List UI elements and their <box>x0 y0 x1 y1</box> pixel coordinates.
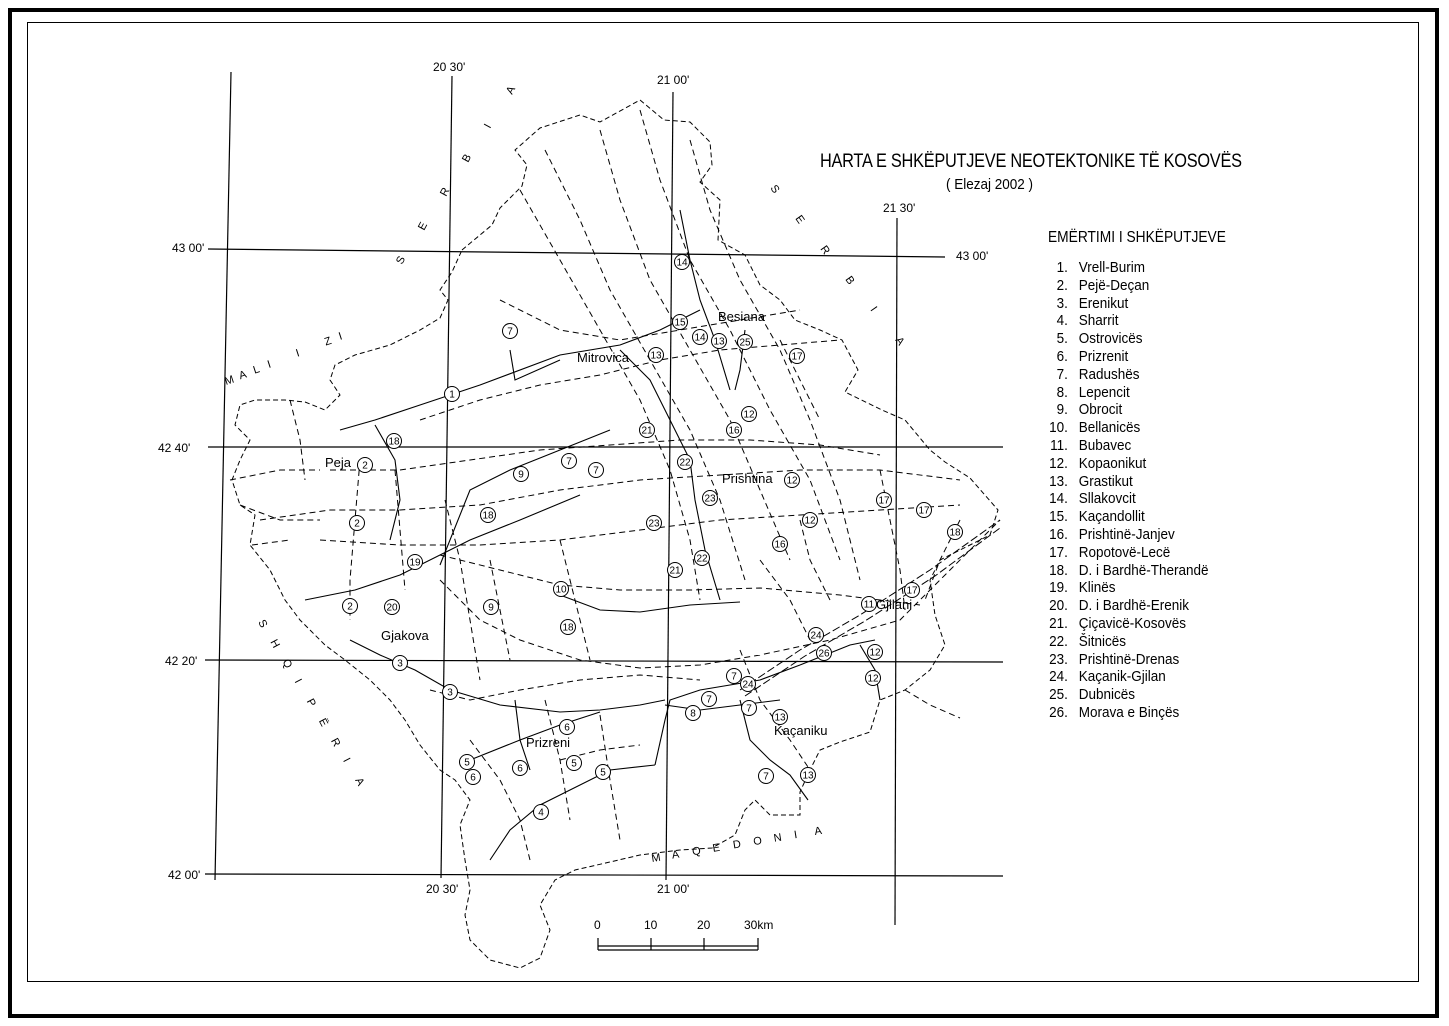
legend-item <box>1040 562 1209 580</box>
legend-number: 16. <box>1049 525 1068 543</box>
meridian-21-30 <box>895 218 897 925</box>
parallel-42-20 <box>205 660 1003 662</box>
shqiperia-label-letter: A <box>352 775 367 788</box>
serbia-east-label-letter: R <box>817 243 832 258</box>
legend-name: Çiçavicë-Kosovës <box>1078 614 1186 632</box>
fault-marker-number: 12 <box>743 409 755 421</box>
fault-marker <box>917 503 932 518</box>
fault-line <box>600 130 790 560</box>
fault-marker-number: 13 <box>713 336 725 348</box>
legend-item <box>1040 330 1209 348</box>
legend-item <box>1040 401 1209 419</box>
fault-marker <box>562 454 577 469</box>
fault-marker <box>727 669 742 684</box>
fault-marker-number: 8 <box>690 708 696 720</box>
legend-number: 1. <box>1056 259 1068 276</box>
lon-label-21-00-top: 21 00' <box>657 73 690 87</box>
fault-line <box>230 470 320 480</box>
fault-marker <box>712 334 727 349</box>
fault-marker <box>785 473 800 488</box>
legend-title: EMËRTIMI I SHKËPUTJEVE <box>1048 229 1226 246</box>
fault-marker-number: 5 <box>600 767 606 779</box>
fault-marker <box>742 701 757 716</box>
meridian-21-00 <box>666 92 673 880</box>
fault-marker <box>703 491 718 506</box>
legend-item <box>1040 437 1209 455</box>
serbia-east-label-letter: E <box>792 213 807 227</box>
fault-marker-number: 10 <box>555 584 567 596</box>
fault-marker-number: 5 <box>464 757 470 769</box>
fault-marker <box>801 768 816 783</box>
legend-number: 4. <box>1056 312 1068 330</box>
parallel-42-00 <box>205 874 1003 876</box>
fault-marker-number: 18 <box>482 510 494 522</box>
fault-marker-number: 7 <box>593 465 599 477</box>
fault-line <box>545 150 745 580</box>
fault-marker-number: 18 <box>388 436 400 448</box>
fault-marker-number: 25 <box>739 337 751 349</box>
fault-marker-number: 16 <box>774 539 786 551</box>
legend-name: Radushës <box>1078 365 1140 383</box>
mali-i-zi-label-letter: Z <box>322 334 334 349</box>
fault-marker <box>668 563 683 578</box>
mali-i-zi-label-letter: I <box>265 358 273 371</box>
legend-number: 9. <box>1056 401 1068 419</box>
mali-i-zi-label-letter: I <box>337 330 344 343</box>
fault-line <box>800 520 830 600</box>
legend-item <box>1040 455 1209 473</box>
lat-label-43-00-right: 43 00' <box>956 249 989 263</box>
fault-marker-number: 17 <box>791 351 803 363</box>
legend-name: Klinës <box>1078 579 1116 597</box>
maqedonia-label-letter: N <box>772 831 783 845</box>
fault-line <box>665 700 780 710</box>
fault-marker-number: 7 <box>507 326 513 338</box>
fault-marker-number: 13 <box>802 770 814 782</box>
shqiperia-label-letter: Q <box>279 657 295 671</box>
fault-marker-number: 2 <box>347 601 353 613</box>
city-besiana: Besiana <box>718 309 765 324</box>
fault-marker-number: 7 <box>566 456 572 468</box>
fault-line <box>305 495 580 600</box>
fault-marker <box>443 685 458 700</box>
fault-marker <box>358 458 373 473</box>
lon-label-20-30-top: 20 30' <box>433 60 466 74</box>
fault-marker <box>803 513 818 528</box>
city-kacaniku: Kaçaniku <box>774 723 828 738</box>
legend-name: D. i Bardhë-Erenik <box>1078 597 1190 615</box>
fault-marker-number: 18 <box>562 622 574 634</box>
fault-line <box>350 460 360 620</box>
fault-marker-number: 3 <box>447 687 453 699</box>
fault-marker-number: 19 <box>409 557 421 569</box>
serbia-west-label-letter: B <box>460 152 475 165</box>
fault-marker-number: 21 <box>669 565 681 577</box>
fault-marker <box>675 255 690 270</box>
legend-name: Bubavec <box>1078 436 1132 454</box>
serbia-east-label-letter: I <box>867 304 880 314</box>
fault-marker-number: 2 <box>354 518 360 530</box>
fault-line <box>395 470 405 590</box>
legend-name: Prizrenit <box>1078 347 1129 365</box>
city-gjilani: Gjilani <box>876 597 913 612</box>
legend-name: Prishtinë-Janjev <box>1078 525 1175 543</box>
legend <box>1040 259 1227 722</box>
fault-line <box>350 640 665 712</box>
legend-number: 23. <box>1049 650 1068 668</box>
fault-line <box>905 690 960 718</box>
lat-label-43-00-left: 43 00' <box>172 241 205 255</box>
legend-name: Prishtinë-Drenas <box>1078 650 1180 668</box>
serbia-east-label-letter: S <box>767 182 782 196</box>
fault-marker-number: 2 <box>362 460 368 472</box>
serbia-east-label-letter: A <box>892 334 907 348</box>
maqedonia-label-letter: E <box>711 841 721 855</box>
fault-marker <box>948 525 963 540</box>
legend-number: 3. <box>1056 294 1068 312</box>
city-gjakova: Gjakova <box>381 628 429 643</box>
fault-marker-number: 20 <box>386 602 398 614</box>
legend-number: 14. <box>1049 490 1068 508</box>
fault-marker-number: 22 <box>679 457 691 469</box>
fault-line <box>252 540 290 545</box>
shqiperia-label-letter: Ë <box>315 716 331 729</box>
fault-marker-number: 12 <box>867 673 879 685</box>
legend-item <box>1040 526 1209 544</box>
fault-marker-number: 5 <box>571 758 577 770</box>
fault-marker <box>673 315 688 330</box>
legend-number: 19. <box>1049 579 1068 597</box>
fault-marker <box>408 555 423 570</box>
legend-name: Pejë-Deçan <box>1078 276 1150 294</box>
fault-marker-number: 23 <box>648 518 660 530</box>
legend-name: Erenikut <box>1078 294 1129 312</box>
fault-marker <box>702 692 717 707</box>
fault-marker-number: 14 <box>676 257 688 269</box>
serbia-west-label-letter: A <box>504 84 519 97</box>
fault-marker-number: 23 <box>704 493 716 505</box>
lon-label-20-30-bottom: 20 30' <box>426 882 459 896</box>
fault-marker <box>905 583 920 598</box>
scale-bar <box>598 938 758 950</box>
shqiperia-label-letter: I <box>291 677 304 686</box>
fault-marker-number: 12 <box>804 515 816 527</box>
map-title: HARTA E SHKËPUTJEVE NEOTEKTONIKE TË KOSOVËS <box>820 151 1242 172</box>
legend-name: Dubnicës <box>1078 686 1135 704</box>
legend-item <box>1040 473 1209 491</box>
fault-marker <box>647 516 662 531</box>
fault-marker <box>503 324 518 339</box>
legend-number: 12. <box>1049 454 1068 472</box>
fault-marker <box>387 434 402 449</box>
fault-marker <box>484 600 499 615</box>
fault-line <box>690 140 860 580</box>
legend-number: 25. <box>1049 686 1068 704</box>
shqiperia-label-letter: R <box>328 736 343 749</box>
fault-line <box>560 595 740 612</box>
legend-name: Grastikut <box>1078 472 1133 490</box>
shqiperia-label-letter: S <box>255 617 270 630</box>
scale-label-20: 20 <box>697 918 711 932</box>
fault-marker-number: 7 <box>746 703 752 715</box>
fault-marker <box>514 467 529 482</box>
fault-marker <box>693 330 708 345</box>
legend-item <box>1040 366 1209 384</box>
fault-line <box>470 740 530 860</box>
mali-i-zi-label-letter: A <box>237 368 249 383</box>
city-prishtina: Prishtina <box>722 471 773 486</box>
parallel-43-00 <box>208 249 945 257</box>
legend-name: Sllakovcit <box>1078 490 1136 508</box>
legend-item <box>1040 579 1209 597</box>
legend-item <box>1040 490 1209 508</box>
fault-line <box>680 210 730 390</box>
lat-label-42-00: 42 00' <box>168 868 201 882</box>
legend-name: Morava e Binçës <box>1078 703 1180 721</box>
legend-item <box>1040 312 1209 330</box>
legend-name: Vrell-Burim <box>1078 259 1145 276</box>
country-boundary <box>232 100 998 968</box>
fault-marker <box>640 423 655 438</box>
fault-marker <box>596 765 611 780</box>
fault-marker <box>686 706 701 721</box>
fault-marker-number: 17 <box>906 585 918 597</box>
legend-number: 21. <box>1049 614 1068 632</box>
legend-item <box>1040 384 1209 402</box>
legend-number: 24. <box>1049 668 1068 686</box>
legend-name: D. i Bardhë-Therandë <box>1078 561 1209 579</box>
legend-item <box>1040 295 1209 313</box>
legend-number: 8. <box>1056 383 1068 401</box>
shqiperia-label-letter: I <box>340 756 353 765</box>
fault-marker <box>481 508 496 523</box>
city-labels <box>322 309 913 750</box>
fault-marker <box>678 455 693 470</box>
legend-number: 26. <box>1049 703 1068 721</box>
maqedonia-label-letter: A <box>813 824 823 838</box>
fault-marker <box>445 387 460 402</box>
fault-marker-number: 6 <box>470 772 476 784</box>
fault-marker <box>862 597 877 612</box>
fault-marker <box>561 620 576 635</box>
lon-label-21-00-bottom: 21 00' <box>657 882 690 896</box>
fault-marker <box>773 537 788 552</box>
scale-label-0: 0 <box>594 918 601 932</box>
lat-label-42-20: 42 20' <box>165 654 198 668</box>
fault-marker <box>809 628 824 643</box>
fault-line <box>260 470 960 520</box>
legend-number: 2. <box>1056 276 1068 294</box>
legend-item <box>1040 633 1209 651</box>
fault-marker-number: 13 <box>774 712 786 724</box>
solid-faults <box>305 210 880 860</box>
maqedonia-label-letter: I <box>793 829 799 842</box>
legend-item <box>1040 704 1209 722</box>
shqiperia-label-letter: P <box>303 696 318 709</box>
fault-marker <box>554 582 569 597</box>
fault-marker-number: 7 <box>706 694 712 706</box>
serbia-west-label-letter: E <box>416 220 431 233</box>
fault-marker-number: 11 <box>863 599 875 611</box>
legend-item <box>1040 419 1209 437</box>
fault-marker <box>385 600 400 615</box>
fault-marker-number: 16 <box>728 425 740 437</box>
legend-number: 17. <box>1049 543 1068 561</box>
legend-item <box>1040 348 1209 366</box>
fault-marker-number: 4 <box>538 807 544 819</box>
lon-label-21-30: 21 30' <box>883 201 916 215</box>
fault-line <box>545 700 570 820</box>
fault-line <box>560 540 590 660</box>
legend-number: 10. <box>1049 419 1068 437</box>
legend-name: Sharrit <box>1078 312 1119 330</box>
fault-marker-number: 24 <box>810 630 822 642</box>
fault-line <box>440 555 920 605</box>
serbia-west-label-letter: S <box>394 254 409 267</box>
fault-marker <box>877 493 892 508</box>
legend-item <box>1040 615 1209 633</box>
legend-item <box>1040 544 1209 562</box>
legend-number: 22. <box>1049 632 1068 650</box>
fault-marker-number: 9 <box>488 602 494 614</box>
fault-marker-number: 6 <box>517 763 523 775</box>
legend-name: Lepencit <box>1078 383 1130 401</box>
legend-item <box>1040 259 1209 277</box>
fault-marker-number: 17 <box>878 495 890 507</box>
legend-item <box>1040 686 1209 704</box>
fault-line <box>510 350 560 380</box>
fault-line <box>290 400 305 480</box>
maqedonia-label-letter: D <box>732 838 742 852</box>
fault-marker-number: 22 <box>696 553 708 565</box>
fault-marker-number: 13 <box>650 350 662 362</box>
legend-name: Ostrovicës <box>1078 330 1143 348</box>
fault-marker <box>460 755 475 770</box>
fault-marker <box>466 770 481 785</box>
fault-marker <box>868 645 883 660</box>
legend-name: Ropotovë-Lecë <box>1078 543 1171 561</box>
serbia-east-label-letter: B <box>842 274 857 287</box>
fault-line <box>320 505 960 545</box>
lat-label-42-40: 42 40' <box>158 441 191 455</box>
fault-marker <box>393 656 408 671</box>
fault-marker-number: 12 <box>869 647 881 659</box>
legend-number: 13. <box>1049 472 1068 490</box>
fault-marker <box>567 756 582 771</box>
legend-number: 6. <box>1056 347 1068 365</box>
legend-number: 15. <box>1049 508 1068 526</box>
mali-i-zi-label-letter: M <box>223 373 236 388</box>
fault-marker <box>343 599 358 614</box>
city-mitrovica: Mitrovica <box>577 350 630 365</box>
fault-marker-number: 3 <box>397 658 403 670</box>
fault-marker-number: 14 <box>694 332 706 344</box>
serbia-west-label-letter: I <box>482 122 495 131</box>
city-prizreni: Prizreni <box>526 735 571 750</box>
fault-marker <box>695 551 710 566</box>
scale-label-10: 10 <box>644 918 658 932</box>
legend-item <box>1040 277 1209 295</box>
fault-marker-number: 24 <box>742 679 754 691</box>
fault-marker-number: 15 <box>674 317 686 329</box>
legend-item <box>1040 668 1209 686</box>
fault-line <box>330 440 880 470</box>
fault-marker <box>534 805 549 820</box>
maqedonia-label-letter: Q <box>691 845 702 859</box>
legend-item <box>1040 651 1209 669</box>
maqedonia-label-letter: A <box>670 848 681 862</box>
legend-name: Šitnicës <box>1078 632 1126 650</box>
mali-i-zi-label-letter: I <box>294 347 302 360</box>
legend-name: Kaçandollit <box>1078 508 1145 526</box>
legend-number: 18. <box>1049 561 1068 579</box>
fault-marker-number: 12 <box>786 475 798 487</box>
fault-marker <box>589 463 604 478</box>
shqiperia-label-letter: H <box>267 637 282 651</box>
fault-line <box>760 560 810 640</box>
fault-marker <box>649 348 664 363</box>
fault-marker <box>790 349 805 364</box>
fault-marker <box>513 761 528 776</box>
map-subtitle: ( Elezaj 2002 ) <box>946 176 1034 193</box>
fault-marker-number: 26 <box>818 648 830 660</box>
legend-name: Kopaonikut <box>1078 454 1147 472</box>
serbia-west-label-letter: R <box>438 185 453 199</box>
fault-marker <box>742 407 757 422</box>
fault-marker <box>741 677 756 692</box>
fault-marker <box>866 671 881 686</box>
fault-line <box>520 190 700 600</box>
fault-marker-number: 7 <box>763 771 769 783</box>
scale-label-30km: 30km <box>744 918 774 932</box>
fault-marker-number: 6 <box>564 722 570 734</box>
fault-line <box>340 310 700 430</box>
fault-marker <box>350 516 365 531</box>
legend-item <box>1040 597 1209 615</box>
fault-marker <box>727 423 742 438</box>
fault-line <box>490 765 655 860</box>
legend-item <box>1040 508 1209 526</box>
fault-marker <box>560 720 575 735</box>
legend-number: 7. <box>1056 365 1068 383</box>
maqedonia-label-letter: M <box>650 851 662 865</box>
legend-name: Kaçanik-Gjilan <box>1078 668 1166 686</box>
fault-marker-number: 18 <box>949 527 961 539</box>
fault-marker-number: 9 <box>518 469 524 481</box>
fault-marker-number: 1 <box>449 389 455 401</box>
legend-name: Obrocit <box>1078 401 1123 419</box>
legend-number: 11. <box>1050 436 1068 454</box>
fault-marker-number: 21 <box>641 425 653 437</box>
fault-marker <box>738 335 753 350</box>
fault-marker <box>759 769 774 784</box>
legend-name: Bellanicës <box>1078 419 1141 437</box>
fault-markers <box>343 255 963 820</box>
inferred-faults <box>230 110 1000 860</box>
mali-i-zi-label-letter: L <box>251 363 262 377</box>
fault-marker-number: 17 <box>918 505 930 517</box>
city-peja: Peja <box>325 455 352 470</box>
fault-marker <box>817 646 832 661</box>
meridian-line <box>215 72 231 880</box>
maqedonia-label-letter: O <box>752 834 763 849</box>
fault-marker-number: 7 <box>731 671 737 683</box>
legend-number: 20. <box>1049 597 1068 615</box>
legend-number: 5. <box>1056 330 1068 348</box>
